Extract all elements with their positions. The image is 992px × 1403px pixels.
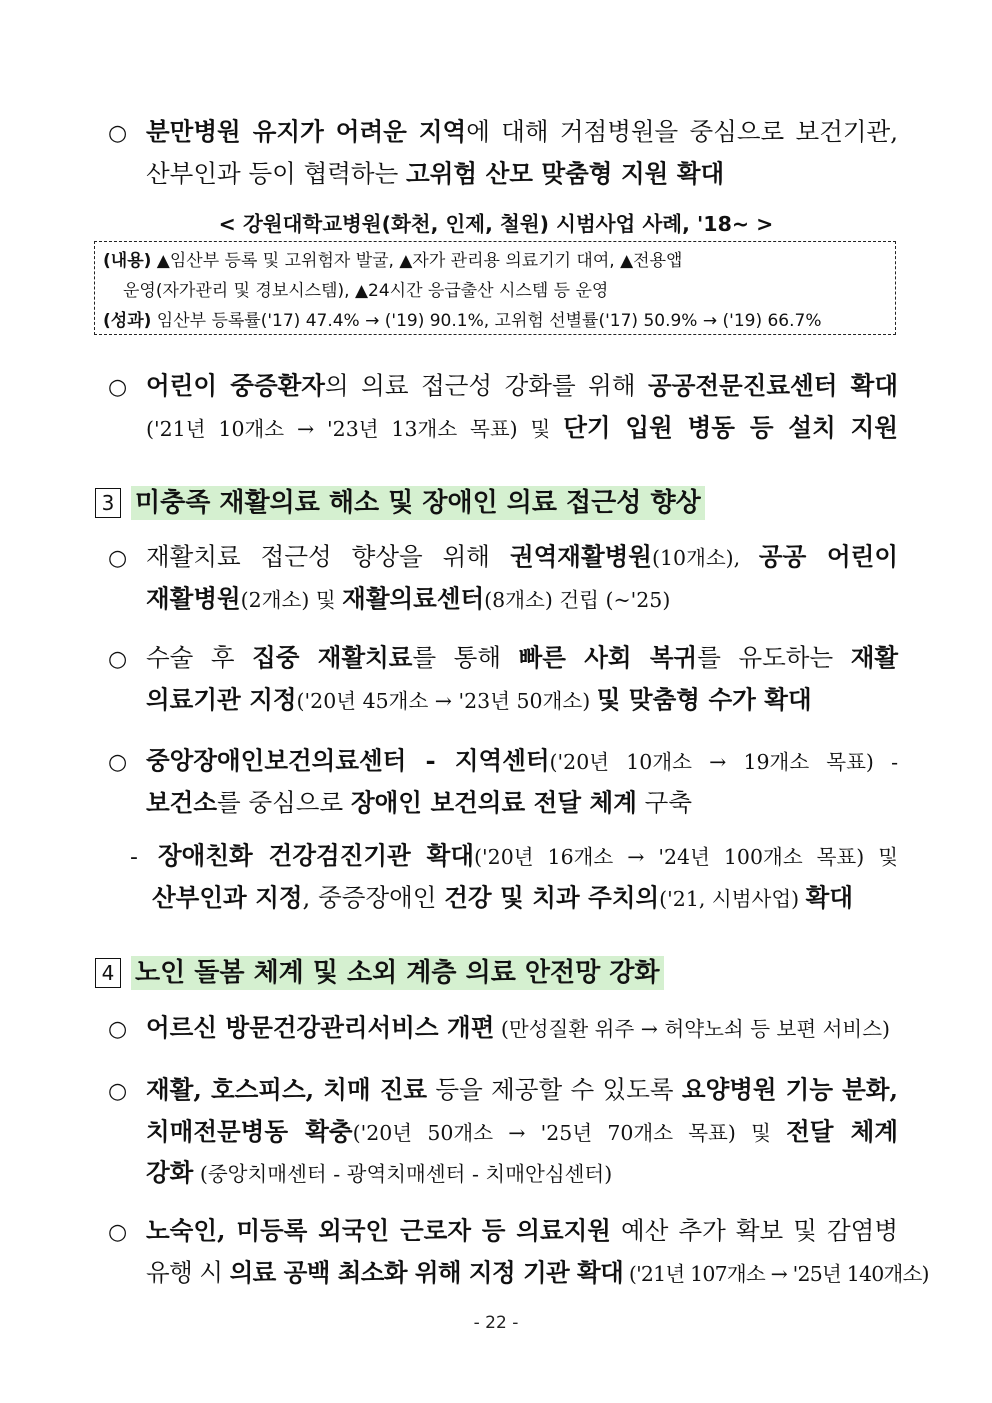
circle-bullet-icon: ○ <box>108 546 128 571</box>
dash-bullet-icon: - <box>130 845 138 870</box>
section-heading-4: 4 노인 돌봄 체계 및 소외 계층 의료 안전망 강화 <box>95 956 664 990</box>
bullet-nursing-hospitals: ○ 재활, 호스피스, 치매 진료 등을 제공할 수 있도록 요양병원 기능 분화, 치매전문병동 확충('20년 50개소 → '25년 70개소 목표) 및 전달 체계 강화 (중앙치매센터 - 광역치매센터 - 치매안심센터) <box>108 1070 898 1194</box>
case-result-line: (성과) 임산부 등록률('17) 47.4% → ('19) 90.1%, 고위험 선별률('17) 50.9% → ('19) 66.7% <box>103 311 822 331</box>
bullet-intensive-rehab: ○ 수술 후 집중 재활치료를 통해 빠른 사회 복귀를 유도하는 재활 의료기관 지정('20년 45개소 → '23년 50개소) 및 맞춤형 수가 확대 <box>108 638 898 721</box>
bullet-obstetric-support: ○ 분만병원 유지가 어려운 지역에 대해 거점병원을 중심으로 보건기관, 산부인과 등이 협력하는 고위험 산모 맞춤형 지원 확대 <box>108 112 898 194</box>
circle-bullet-icon: ○ <box>108 375 128 400</box>
case-caption: < 강원대학교병원(화천, 인제, 철원) 시범사업 사례, '18~ > <box>218 212 774 236</box>
bullet-disability-center: ○ 중앙장애인보건의료센터 - 지역센터('20년 10개소 → 19개소 목표) - 보건소를 중심으로 장애인 보건의료 전달 체계 구축 <box>108 741 898 823</box>
circle-bullet-icon: ○ <box>108 1079 128 1104</box>
bullet-vulnerable-support: ○ 노숙인, 미등록 외국인 근로자 등 의료지원 예산 추가 확보 및 감염병 유행 시 의료 공백 최소화 위해 지정 기관 확대 ('21년 107개소 → '25년 140개소) <box>108 1211 898 1294</box>
case-content-line-2: 운영(자가관리 및 경보시스템), ▲24시간 응급출산 시스템 등 운영 <box>123 281 609 301</box>
bullet-rehab-hospitals: ○ 재활치료 접근성 향상을 위해 권역재활병원(10개소), 공공 어린이 재활병원(2개소) 및 재활의료센터(8개소) 건립 (~'25) <box>108 537 898 620</box>
circle-bullet-icon: ○ <box>108 750 128 775</box>
case-box <box>94 241 896 335</box>
circle-bullet-icon: ○ <box>108 121 128 146</box>
bullet-child-patients: ○ 어린이 중증환자의 의료 접근성 강화를 위해 공공전문진료센터 확대 ('21년 10개소 → '23년 13개소 목표) 및 단기 입원 병동 등 설치 지원 <box>108 366 898 449</box>
circle-bullet-icon: ○ <box>108 1220 128 1245</box>
section-heading-3: 3 미충족 재활의료 해소 및 장애인 의료 접근성 향상 <box>95 486 705 520</box>
page-number: - 22 - <box>473 1313 519 1333</box>
sub-bullet-disability-checkup: - 장애친화 건강검진기관 확대('20년 16개소 → '24년 100개소 목표) 및 산부인과 지정, 중증장애인 건강 및 치과 주치의('21, 시범사업) 확대 <box>130 836 898 919</box>
circle-bullet-icon: ○ <box>108 1017 128 1042</box>
bullet-home-health: ○ 어르신 방문건강관리서비스 개편 (만성질환 위주 → 허약노쇠 등 보편 서비스) <box>108 1008 898 1050</box>
case-content-line: (내용) ▲임산부 등록 및 고위험자 발굴, ▲자가 관리용 의료기기 대여, ▲전용앱 <box>103 251 683 271</box>
circle-bullet-icon: ○ <box>108 647 128 672</box>
